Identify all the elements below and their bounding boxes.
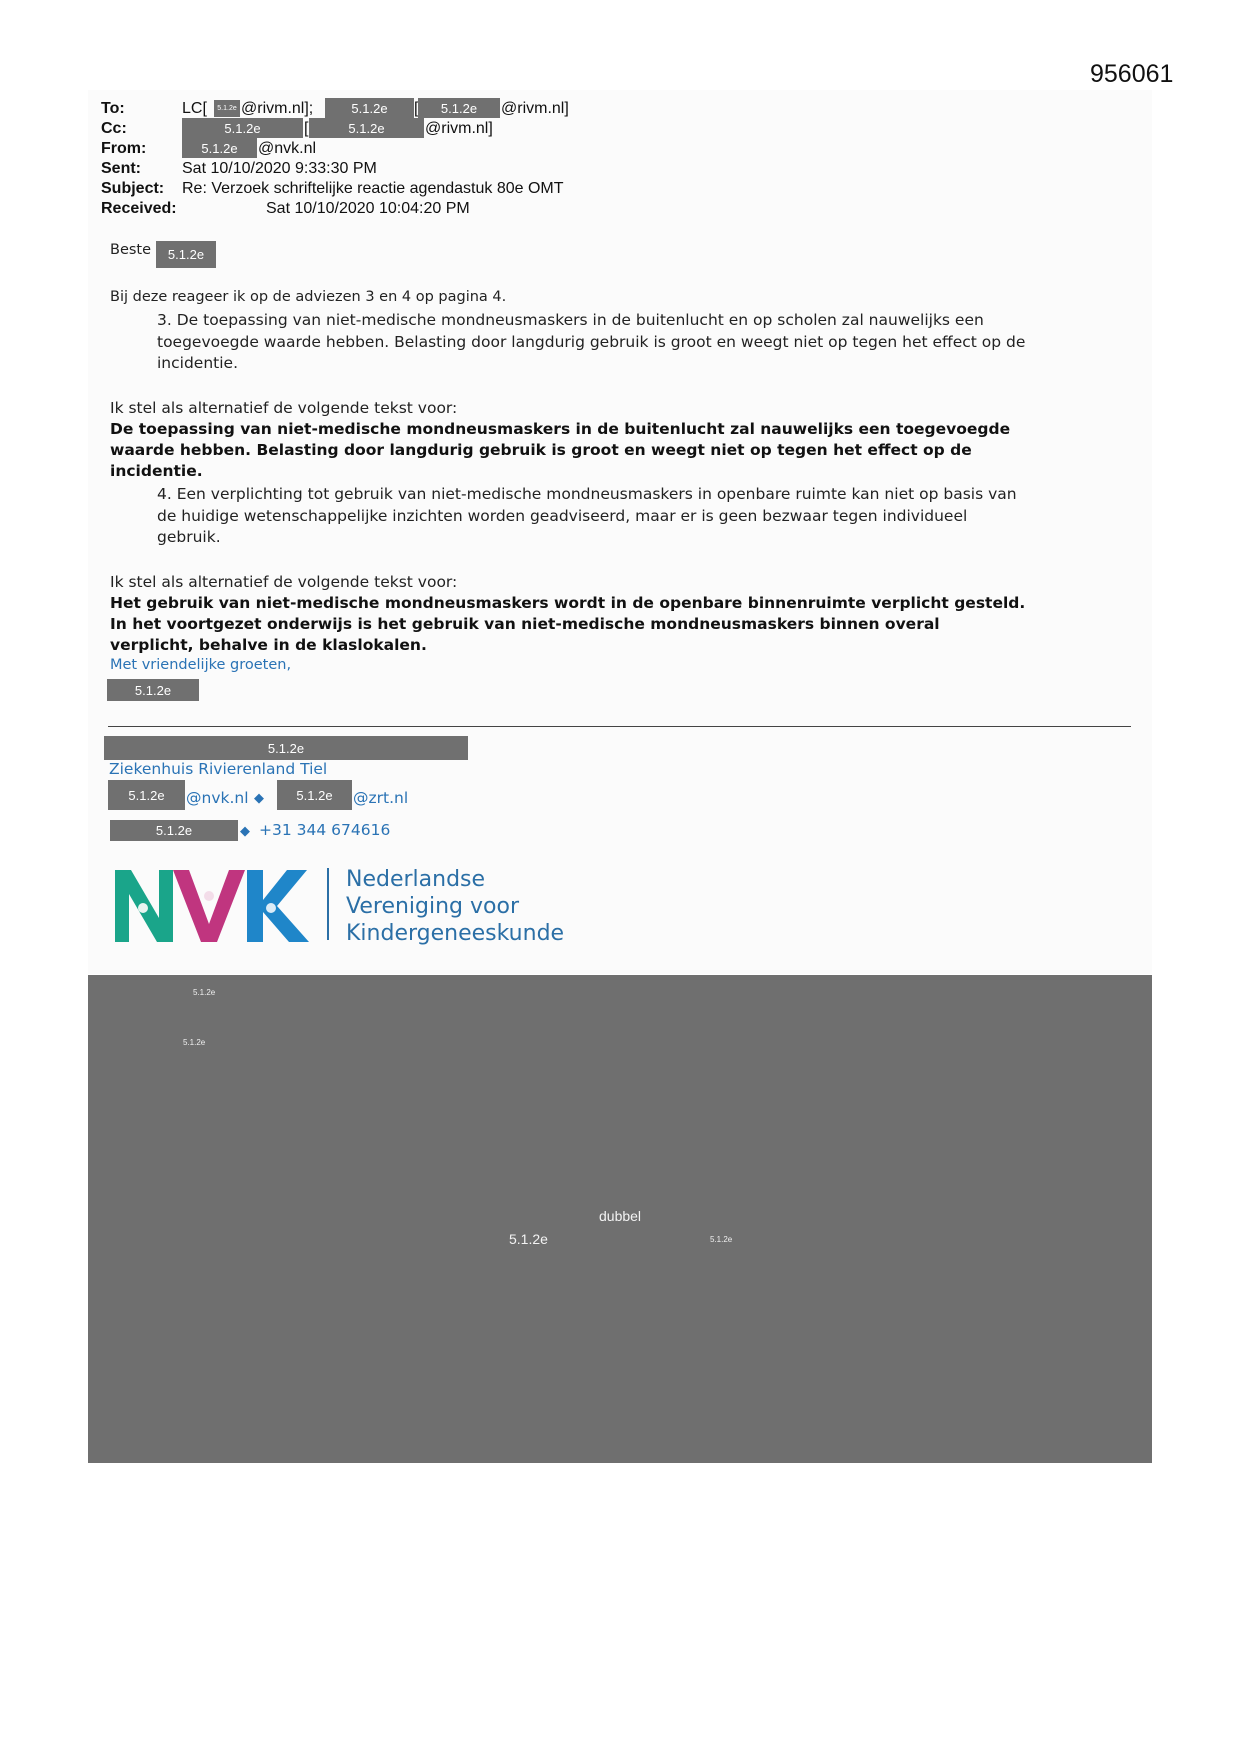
alternative-text-2 bbox=[110, 593, 1025, 656]
cc-label: Cc: bbox=[101, 120, 127, 137]
subject-value: Re: Verzoek schriftelijke reactie agendastuk 80e OMT bbox=[182, 180, 564, 197]
cc-redaction-2: 5.1.2e bbox=[309, 118, 424, 138]
to-label: To: bbox=[101, 100, 125, 117]
intro-line: Bij deze reageer ik op de adviezen 3 en 4 op pagina 4. bbox=[110, 289, 507, 305]
email-2-redaction: 5.1.2e bbox=[277, 780, 352, 810]
diamond-icon: ◆ bbox=[254, 790, 264, 805]
alt-intro-1: Ik stel als alternatief de volgende tekst voor: bbox=[110, 399, 458, 417]
diamond-icon: ◆ bbox=[240, 823, 250, 838]
center-redaction-label: 5.1.2e bbox=[509, 1231, 548, 1247]
received-value: Sat 10/10/2020 10:04:20 PM bbox=[266, 200, 470, 217]
tiny-redaction-label: 5.1.2e bbox=[710, 1235, 733, 1244]
nvk-logo-mark bbox=[113, 868, 313, 944]
from-domain: @nvk.nl bbox=[258, 140, 317, 157]
sent-value: Sat 10/10/2020 9:33:30 PM bbox=[182, 160, 377, 177]
advice-3-line: toegevoegde waarde hebben. Belasting door langdurig gebruik is groot en weegt niet op tegen het effect op de bbox=[157, 332, 1026, 351]
logo-separator bbox=[327, 868, 329, 940]
tiny-redaction-label: 5.1.2e bbox=[193, 988, 216, 997]
advice-4-line: de huidige wetenschappelijke inzichten worden geadviseerd, maar er is geen bezwaar tegen individueel bbox=[157, 506, 968, 525]
to-domain-2: @rivm.nl] bbox=[501, 100, 569, 117]
org-line: Vereniging voor bbox=[346, 894, 519, 919]
advice-4-line: gebruik. bbox=[157, 528, 221, 546]
to-redaction-2: 5.1.2e bbox=[418, 98, 500, 118]
email-1-domain[interactable]: @nvk.nl bbox=[186, 789, 249, 807]
alternative-1-line: waarde hebben. Belasting door langdurig gebruik is groot en weegt niet op tegen het effect op de bbox=[110, 441, 972, 459]
phone-number[interactable]: +31 344 674616 bbox=[259, 821, 391, 839]
to-domain-1: @rivm.nl]; bbox=[241, 100, 314, 117]
advice-3 bbox=[157, 310, 1025, 375]
email-2-domain[interactable]: @zrt.nl bbox=[353, 789, 409, 807]
organization-name bbox=[346, 866, 564, 947]
to-redaction-small: 5.1.2e bbox=[214, 100, 240, 117]
org-line: Nederlandse bbox=[346, 867, 486, 892]
greeting-redaction: 5.1.2e bbox=[156, 241, 216, 268]
advice-4-line: 4. Een verplichting tot gebruik van niet-medische mondneusmaskers in openbare ruimte kan niet op basis van bbox=[157, 485, 1017, 503]
dubbel-label: dubbel bbox=[599, 1208, 642, 1224]
advice-4 bbox=[157, 484, 1017, 549]
signature-divider bbox=[108, 726, 1131, 727]
closing-redaction: 5.1.2e bbox=[107, 679, 199, 701]
tiny-redaction-label: 5.1.2e bbox=[183, 1038, 206, 1047]
received-label: Received: bbox=[101, 200, 177, 217]
alternative-2-line: verplicht, behalve in de klaslokalen. bbox=[110, 636, 427, 654]
cc-redaction-1: 5.1.2e bbox=[182, 118, 303, 138]
cc-bracket: [ bbox=[304, 120, 309, 137]
from-label: From: bbox=[101, 140, 147, 157]
cc-domain: @rivm.nl] bbox=[425, 120, 493, 137]
to-bracket: [ bbox=[414, 100, 419, 117]
document-id: 956061 bbox=[1090, 60, 1174, 88]
to-prefix: LC[ bbox=[182, 100, 207, 117]
greeting: Beste bbox=[110, 242, 152, 258]
from-redaction: 5.1.2e bbox=[182, 138, 257, 158]
email-1-redaction: 5.1.2e bbox=[108, 780, 185, 810]
alternative-1-line: incidentie. bbox=[110, 462, 203, 480]
signature-name-redaction: 5.1.2e bbox=[104, 736, 468, 760]
hospital-name: Ziekenhuis Rivierenland Tiel bbox=[109, 760, 328, 778]
alternative-text-1 bbox=[110, 419, 1010, 482]
alternative-2-line: In het voortgezet onderwijs is het gebruik van niet-medische mondneusmaskers binnen overal bbox=[110, 615, 940, 633]
closing: Met vriendelijke groeten, bbox=[110, 657, 292, 673]
to-redaction-1: 5.1.2e bbox=[325, 98, 414, 118]
advice-3-line: 3. De toepassing van niet-medische mondneusmaskers in de buitenlucht en op scholen zal nauwelijks een bbox=[157, 311, 984, 329]
advice-3-line: incidentie. bbox=[157, 354, 239, 372]
subject-label: Subject: bbox=[101, 180, 165, 197]
alternative-1-line: De toepassing van niet-medische mondneusmaskers in de buitenlucht zal nauwelijks een toegevoegde bbox=[110, 420, 1011, 438]
sent-label: Sent: bbox=[101, 160, 141, 177]
alt-intro-2: Ik stel als alternatief de volgende tekst voor: bbox=[110, 573, 458, 591]
phone-redaction: 5.1.2e bbox=[110, 820, 238, 841]
alternative-2-line: Het gebruik van niet-medische mondneusmaskers wordt in de openbare binnenruimte verplicht gesteld. bbox=[110, 594, 1026, 612]
org-line: Kindergeneeskunde bbox=[346, 921, 565, 946]
redacted-block bbox=[88, 975, 1152, 1463]
